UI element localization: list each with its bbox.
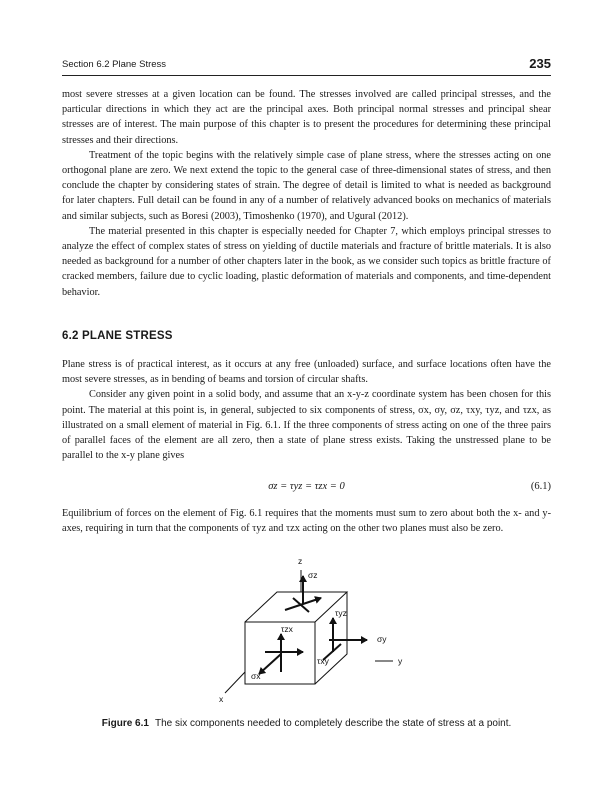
- section-text: [62, 357, 551, 463]
- cube-side-face: [315, 592, 347, 684]
- stress-cube-diagram: [215, 548, 415, 708]
- equation-body: σz = τyz = τzx = 0: [268, 481, 345, 492]
- y-label: y: [398, 656, 403, 666]
- sigma-x-arrow: [259, 654, 281, 674]
- tau-yz-label: τyz: [335, 608, 347, 618]
- post-equation-text: [62, 506, 551, 536]
- z-label: z: [298, 556, 303, 566]
- tau-xy-label: τxy: [317, 656, 329, 666]
- section-heading: 6.2 PLANE STRESS: [62, 330, 173, 342]
- running-header: [62, 55, 551, 76]
- equation-6-1: [62, 481, 551, 497]
- paragraph: Equilibrium of forces on the element of Fig. 6.1 requires that the moments must sum to zero about both the x- and y-axes, requiring in turn that the components of τyz and τzx acting on the other two planes must also be zero.: [62, 508, 551, 535]
- paragraph: Consider any given point in a solid body, and assume that an x-y-z coordinate system has been chosen for this point. The material at this point is, in general, subjected to six components of stress, σx, σy, σz, τxy, τyz, and τzx, as illustrated on a small element of material in Fig. 6.1. If the three components of stress acting on one of the three pairs of parallel faces of the element are all zero, then a state of plane stress exists. Taking the unstressed plane to be parallel to the x-y plane gives: [62, 389, 551, 462]
- intro-text: [62, 87, 551, 300]
- stress-element-figure: [215, 548, 415, 708]
- page-number: 235: [529, 56, 551, 71]
- paragraph: most severe stresses at a given location can be found. The stresses involved are called principal stresses, and the particular directions in which they act are the principal axes. Both principal normal stresses and principal shear stresses are of interest. The main purpose of this chapter is to present the procedures for determining these principal stresses and their directions.: [62, 89, 551, 146]
- sigma-y-label: σy: [377, 634, 387, 644]
- paragraph: Treatment of the topic begins with the relatively simple case of plane stress, where the stresses acting on one orthogonal plane are zero. We next extend the topic to the general case of three-dimensional states of stress, and then conclude the chapter by considering states of strain. The degree of detail is limited to what is needed as background for later chapters. Full detail can be found in any of a number of relatively advanced books on mechanics of materials and similar subjects, such as Boresi (2003), Timoshenko (1970), and Ugural (2012).: [62, 149, 551, 222]
- x-axis: [225, 672, 245, 693]
- x-label: x: [219, 694, 224, 704]
- figure-caption: [62, 718, 551, 729]
- paragraph: The material presented in this chapter is especially needed for Chapter 7, which employs principal stresses to analyze the effect of complex states of stress on yielding of ductile materials and fracture of brittle materials. It is also needed as background for a number of other chapters later in the book, as we consider such topics as brittle fracture of cracked members, failure due to cyclic loading, plastic deformation of materials and components, and time-dependent behavior.: [62, 225, 551, 298]
- equation-number: (6.1): [530, 481, 551, 492]
- caption-text: The six components needed to completely describe the state of stress at a point.: [154, 718, 512, 729]
- sigma-x-label: σx: [251, 671, 261, 681]
- paragraph: Plane stress is of practical interest, as it occurs at any free (unloaded) surface, and surface locations often have the most severe stresses, as in bending of beams and torsion of circular shafts.: [62, 359, 551, 386]
- caption-label: Figure 6.1: [101, 718, 149, 729]
- tau-zx-label: τzx: [281, 624, 293, 634]
- top-face-stroke: [293, 598, 309, 612]
- section-title: Section 6.2 Plane Stress: [62, 59, 167, 70]
- sigma-z-label: σz: [308, 570, 318, 580]
